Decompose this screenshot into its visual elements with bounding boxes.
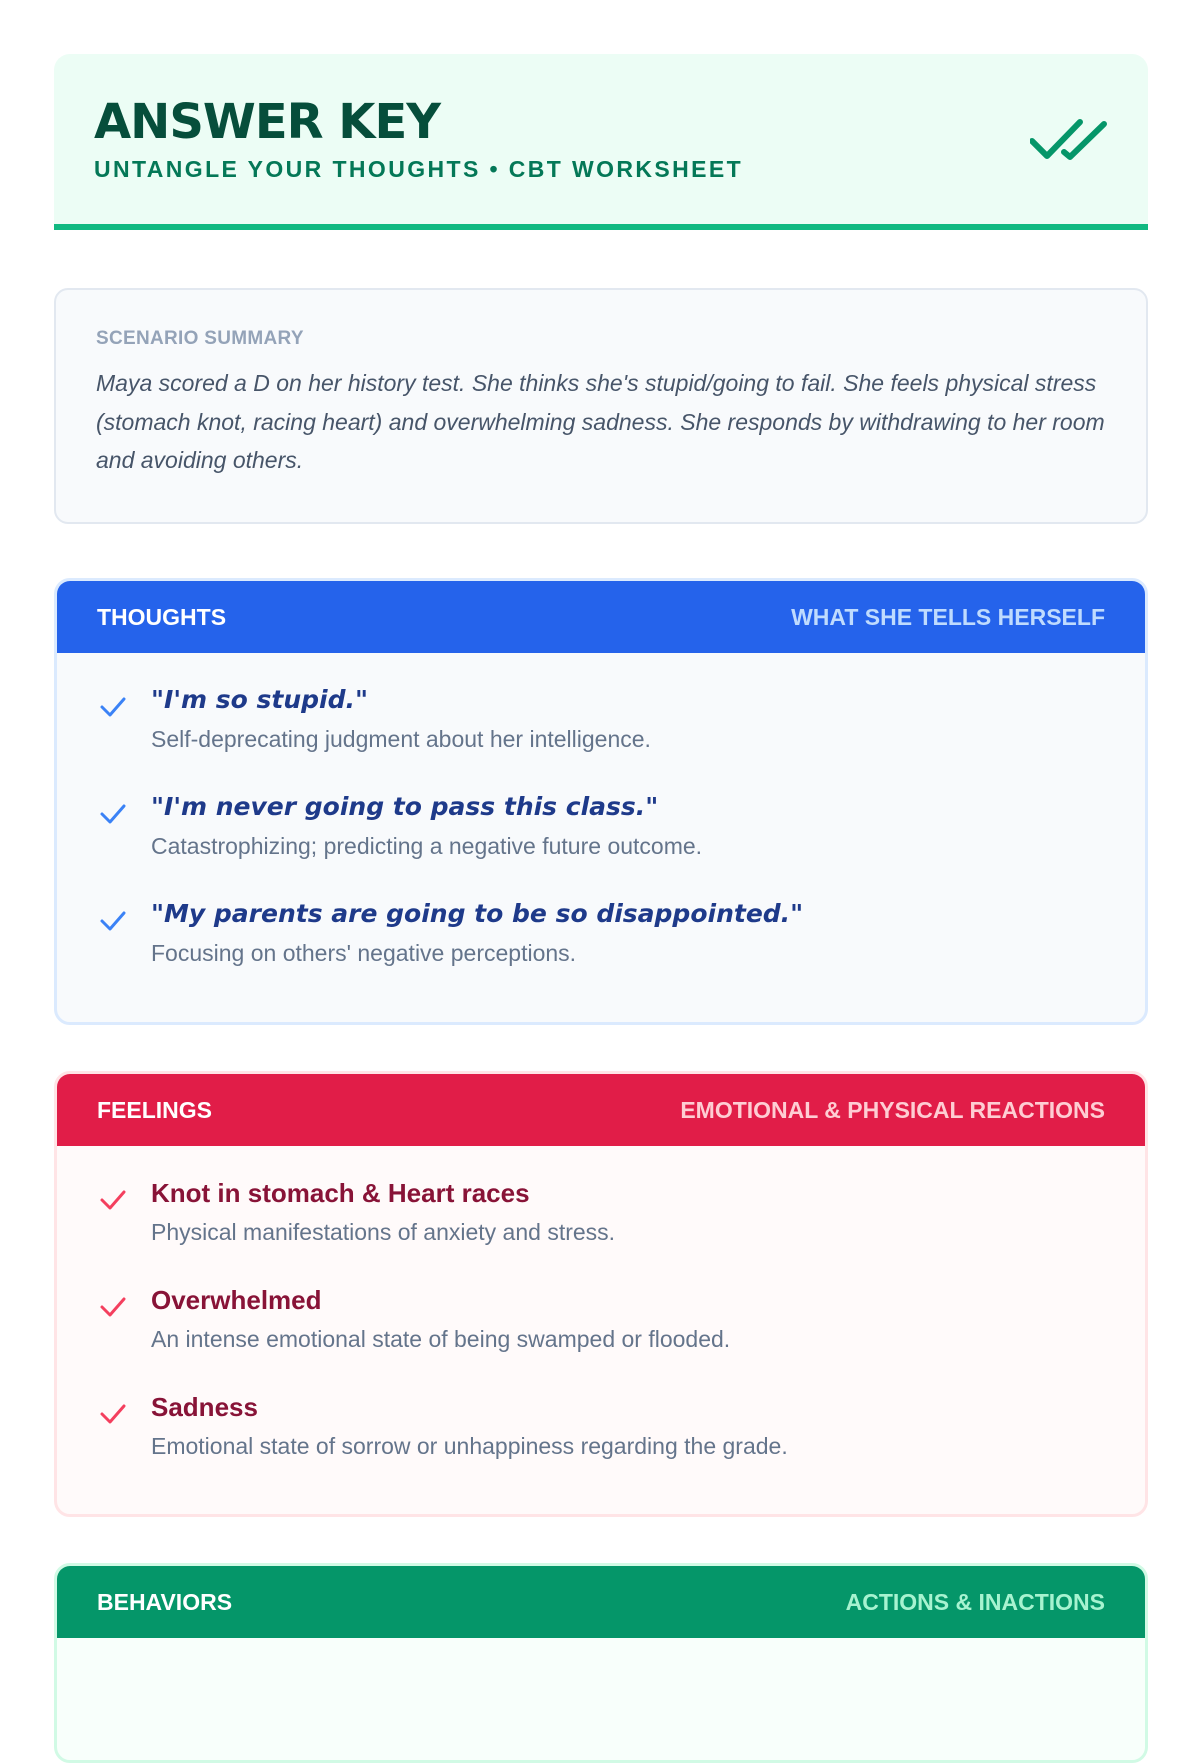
item-description: An intense emotional state of being swamped or flooded. bbox=[151, 1326, 731, 1352]
behaviors-subtitle: ACTIONS & INACTIONS bbox=[845, 1588, 1105, 1615]
item-title: Sadness bbox=[151, 1392, 258, 1422]
check-icon bbox=[99, 1188, 127, 1212]
feelings-list bbox=[57, 1146, 1145, 1481]
item-description: Focusing on others' negative perceptions. bbox=[151, 940, 577, 966]
thoughts-section bbox=[54, 578, 1148, 1025]
thoughts-subtitle: WHAT SHE TELLS HERSELF bbox=[791, 603, 1105, 630]
item-description: Physical manifestations of anxiety and stress. bbox=[151, 1219, 616, 1245]
list-item bbox=[97, 881, 1105, 988]
list-item bbox=[97, 1267, 1105, 1374]
item-title: Overwhelmed bbox=[151, 1285, 322, 1315]
list-item bbox=[97, 1160, 1105, 1267]
check-icon bbox=[99, 1402, 127, 1426]
behaviors-header bbox=[57, 1566, 1145, 1638]
check-icon bbox=[99, 695, 127, 719]
item-title: "I'm so stupid." bbox=[151, 685, 369, 714]
list-item bbox=[97, 667, 1105, 774]
behaviors-title: BEHAVIORS bbox=[97, 1588, 233, 1615]
page-subtitle: UNTANGLE YOUR THOUGHTS • CBT WORKSHEET bbox=[94, 156, 744, 182]
header-banner bbox=[54, 54, 1148, 230]
answer-key-page bbox=[54, 54, 1148, 1615]
list-item bbox=[97, 774, 1105, 881]
thoughts-title: THOUGHTS bbox=[97, 603, 227, 630]
feelings-section bbox=[54, 1071, 1148, 1517]
scenario-text: Maya scored a D on her history test. She thinks she's stupid/going to fail. She feels physical stress (stomach knot, racing heart) and overwhelming sadness. She responds by withdrawing to her room and avoiding others. bbox=[96, 370, 1105, 473]
feelings-subtitle: EMOTIONAL & PHYSICAL REACTIONS bbox=[680, 1096, 1105, 1123]
scenario-label: SCENARIO SUMMARY bbox=[96, 328, 304, 349]
item-description: Emotional state of sorrow or unhappiness regarding the grade. bbox=[151, 1433, 788, 1459]
feelings-header bbox=[57, 1074, 1145, 1146]
double-check-icon bbox=[1030, 114, 1108, 164]
behaviors-section bbox=[54, 1563, 1148, 1763]
item-description: Catastrophizing; predicting a negative future outcome. bbox=[151, 833, 703, 859]
thoughts-header bbox=[57, 581, 1145, 653]
list-item bbox=[97, 1374, 1105, 1481]
item-title: "My parents are going to be so disappointed." bbox=[151, 899, 804, 928]
check-icon bbox=[99, 909, 127, 933]
scenario-summary-card bbox=[54, 288, 1148, 524]
item-description: Self-deprecating judgment about her intelligence. bbox=[151, 726, 651, 752]
feelings-title: FEELINGS bbox=[97, 1096, 213, 1123]
check-icon bbox=[99, 802, 127, 826]
thoughts-list bbox=[57, 653, 1145, 988]
item-title: Knot in stomach & Heart races bbox=[151, 1178, 530, 1208]
item-title: "I'm never going to pass this class." bbox=[151, 792, 659, 821]
check-icon bbox=[99, 1295, 127, 1319]
page-title: ANSWER KEY bbox=[94, 94, 441, 150]
